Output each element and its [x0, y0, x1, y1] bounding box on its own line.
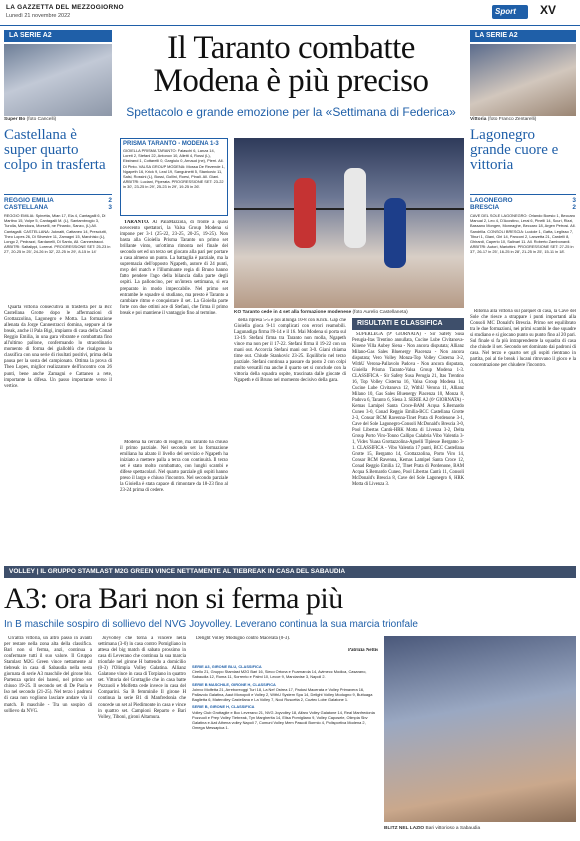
- player-red: [294, 178, 316, 248]
- results-box: [352, 318, 464, 562]
- center-deck: Spettacolo e grande emozione per la «Settimana di Federica»: [126, 105, 456, 119]
- results-title: RISULTATI E CLASSIFICA: [352, 318, 464, 330]
- left-tabellino: REGGIO EMILIA: Spinetta, Mian 17, Ela 4, Cantagalli 6, Di Martino 15, Volpe 5, Cantagalli M. (L), Santambrogio 3, Turolla, Mendoza, Morselli, ne Pinardo, Sanzo, (L) All. Cantagalli. CASTELLANA: Juknaiti, Cattaneo 14, Presciutti, Theo Lopes 26, Di Silvestre 11, Zamagni 15, Marchisio (L), Longo 2, Pedrazzi, Sardanelli, Di Santo, All. Cannestracci. ARBITRI: Saltalippi, Lorenzi. PROGRESSIONE SET: 25-23 in 27', 20-25 in 25', 24-26 in 32', 22-25 in 29', 8-15 in 14': [4, 213, 111, 255]
- match-box: [120, 138, 228, 216]
- center-body-col3: della ripresa 5-5 e poi allunga 10-8 con Krick. Gap che Gioiella gioca 9-11 complicati con errori reamobili. Lagunadiga firma l'8-14 e il 16. Mai Modena si porta sul 13-19. Stefani firma tra Taranto non molla, Ngapeth vince ma non per il 17-22. Stefani firma il 19-22 con un mani out. Accorcia Stefani mani out 3-0. Giani chiama time out. Chiude Stankovic 23-25. Equilibrio nel terzo parziale. Stefani continua a passare da posto 2 con colpi molto versatili ma anche il quarto set si conclude con la vittoria della squadra ospite, trascinata dalle giocate di Ngapeth e di Bruno nel momento decisivo della gara.: [234, 318, 346, 384]
- left-team-row: CASTELLANA 3: [4, 204, 112, 211]
- publication-date: Lunedì 21 novembre 2022: [6, 13, 71, 19]
- right-team-row: BRESCIA 2: [470, 204, 576, 211]
- right-scoreboard: [470, 194, 576, 211]
- left-scoreboard: [4, 194, 112, 211]
- right-section-label: LA SERIE A2: [470, 30, 576, 42]
- right-tabellino: CAVE DEL SOLE LAGONEGRO: Orlando Boesio 1, Beccaro Manual 2, Leo 4, D'Acostino, Lerai 6, Pinelli 14, Scuri, Rizzi, Bassano Mongen, Moneaghe, Beccaro 18, Argen Petrosi. All. Sandrilla. CONSOLI BRESCIA: Luciole 1, Gatta, Leglisso 7, Tiburi 1, Giani, Giri 14, Panconi 2, Lanzetta 21, Cardelli 8, Ghirardi, Caperlo 10, Salinari 11. All. Roberto Zambonardi. ARBITRI: Autori, Mariottini. PROGRESSIONE SET: 27-25 in 37', 26-17 in 25', 16-25 in 28', 21-25 in 25', 15-11 in 18'.: [470, 213, 576, 255]
- right-headline: Lagonegro grande cuore e vittoria: [470, 127, 559, 173]
- right-article: [470, 30, 576, 560]
- bottom-results: SERIE A3, GIRONE BLU, CLASSIFICA Cirello 21, Gruppo Stamlast M2G Bari 16, Sieco Ortona e Fuarnarola 14, Avimecc Modica, Casarano, Sabaudia 12, Roma 11, Sorrento e Palmi 10, Lecce 9, Marcianise 3, Napoli 2. SERIE B MASCHILE, GIRONE H, CLASSIFICA Joinvo Molfetta 21, Arreboreoggi Turi 18, La Nef Ostrea 17, Padosi Macerata e Volley Primavera 16, Pallavolo Galatina, Aaut Monopoli e Volley 2, WithU System Spa 14, Delight Volley Modugno 9, Buttuaga Baglietta 6, Materolley Castellana e La Volley 7, Noci Ruscetta 2, Coztec Lobe Galatone 1. SERIE B, GIRONE H, CLASSIFICA Volley Club Grottaglie e Bcc Leverano 21, NVG Joyvolley 18, Alfaro Volley Galatone 14, Real Manfredonia Pozzuoli e Prep Volley Tiebreak, Tyn Margherita 14, Elisa Pomigliano 9, Volley Caposele, Olimpia Sbv Galatina e Azd Athena volley Napoli 7, Comuni Volley Mem Pascoli Bormio 4, Polisportiva Modena 2, Omega Messapica 1.: [192, 664, 375, 731]
- right-photo: [470, 44, 576, 116]
- match-box-title: PRISMA TARANTO - MODENA 1-3: [123, 141, 219, 147]
- left-team-row: REGGIO EMILIA 2: [4, 197, 112, 204]
- left-section-label: LA SERIE A2: [4, 30, 112, 42]
- center-body-col2: Modena ha cercato di reagire, ma Taranto ha chiuso il primo parziale. Nel secondo set la formazione emiliana ha alzato il livello del servizio e Ngapeth ha iniziato a mettere palla a terra con continuità. Il terzo set è stato molto combattuto, con lunghi scambi e difese spettacolari. Nel quarto parziale gli ospiti hanno preso il largo e chiuso l'incontro. Nel secondo parziale la Gioiella è stata capace di rimontare da 18-23 fino al 23-24 prima di cedere.: [120, 440, 228, 494]
- bottom-topbar: VOLLEY | IL GRUPPO STAMLAST M2G GREEN VINCE NETTAMENTE AL TIEBREAK IN CASA DEL SABAUDIA: [4, 566, 576, 578]
- bottom-deck: In B maschile sospiro di sollievo del NVG Joyvolley. Leverano continua la sua marcia trionfale: [4, 619, 418, 630]
- page-header: [0, 0, 580, 26]
- right-body: Ritorna alla vittoria sul parquet di casa, la Cave del Sole che riesce a strappare i punti importanti alla Consoli MC Donald's Brescia. Primo set equilibrato tra le due formazioni, nei primi scambi le due squadre si studiano e si giocano punto su punto fino al 20 pari. Sul finale si fa più intraprendente la squadra di casa che chiude il set. Secondo set dominato dai padroni di casa. Nel terzo e quarto set gli ospiti rientrano in partita, poi al tie break i lucani ritrovano il gioco e la concentrazione per chiudere l'incontro.: [470, 309, 576, 369]
- page-number: XV: [540, 3, 557, 17]
- bottom-photo-caption: BLITZ NEL LAZIO Bari vittorioso a Sabaudia: [384, 826, 481, 831]
- left-headline: Castellana è super quarto colpo in trasferta: [4, 127, 106, 173]
- left-article: [4, 30, 112, 530]
- bottom-col3-wrap: [192, 636, 378, 834]
- right-photo-caption: Vittoria (foto Franco Zentarelli): [470, 117, 537, 122]
- match-box-text: GIOIELLA PRISMA TARANTO: Falaschi 6, Lanza 14, Loreti 2, Stefani 22, Antonov 10, Alletti 4, Rossi (L), Ekstrand 1, Cottarelli 0, Gargiulo 0, Arnaud (ne), Pierri. All. Di Pinto. VALSA GROUP MODENA: Mossa De Rezende 1, Ngapeth 16, Krick 9, Leal 19, Sanguinetti 5, Stankovic 11, Salsi, Rossini (L), Bossi, Gollini, Roesi, Pinali. All. Giani. ARBITRI: Luciani, Piperata. PROGRESSIONE SET: 23-22 in 30', 23-25 in 29', 25-23 in 29', 19-25 in 26'.: [123, 148, 225, 190]
- player-blue: [384, 198, 406, 268]
- center-headline: Il Taranto combatte Modena è più preciso: [153, 30, 429, 99]
- bottom-col3: Delight Volley Modugno contro Macerata (0-3).: [196, 636, 291, 641]
- bottom-col2: Joyvolley che torna a vincere nella settimana (3-0) in casa contro Pomigliano in attesa del big match di sabato prossimo in casa di Leverano che continua la sua marcia trionfale nel girone H battendo a domicilio (0-3) l'Olimpia Volley Galatina. Allianz Galatone vince in casa di Torpiano in quattro set. Vittoria del Grottaglie che in casa batte Pozzuoli e Molfetta cede invece in casa del Comparini. Sa B femminile Il girone H continua la serie B1 di Manfredonia che concede un set al Piedimonte in casa e vince in quattro set. Campioni Reparto e Bari Volley, Tiboni, gironi Altamura.: [98, 636, 186, 720]
- center-photo-caption: KO Taranto cede in 4 set alla formazione modenese (foto Aurelio Castellaneta): [234, 310, 408, 315]
- sport-badge: Sport: [492, 5, 528, 19]
- results-text: SUPERLEGA (9ª GIORNATA) - Sir Safety Susa Perugia-Itas Trentino annullata, Cucine Lube Civitanova-Kioene Villa Aubey Siena - Non ancora disputata; Allianz Milano-Gas Sales Bluenergy Piacenza - Non ancora disputata; Vero Volley Monza-Top Volley Cisterna 3-2, WithU Verona-Pallavolo Padova - Non ancora disputata, Gioiella Prisma Taranto-Valsa Group Modena 1-3. CLASSIFICA - Sir Safety Susa Perugia 21, Itas Trentino 16, Top Volley Cisterna 16, Valsa Group Modena 14, Cucine Lube Civitanova 12, WithU Verona 11, Allianz Milano 10, Gas Sales Bluenergy Piacenza 10, Monza 8, Padova 6, Taranto 6, Siena 3. SERIE A2 (6ª GIORNATA) - Kemas Lamipel Santa Croce-BAM Acqua S.Bernardo Cuneo 3-0, Conad Reggio Emilia-BCC Castellana Grotte 2-3, Consar RCM Ravenna-Tinet Prata di Pordenone 3-1, Cave del Sole Lagonegro-Consoli McDonald's Brescia 3-0, Pool Libertas Cantù-HRK Motta di Livenza 3-2, Delta Group Porto Viro-Tonno Callipo Calabria Vibo Valentia 3-1, Videx Yuasa Grottazzolina-Agnelli Tipiesse Bergamo 3-1. CLASSIFICA - Vibo Valentia 17 punti, BCC Castellana Grotte 15, Bergamo 14, Grottazzolina, Porto Viro 14, Consar RCM Ravenna, Kemas Lamipel Santa Croce 12, Conad Reggio Emilia 12, Tinet Prata di Pordenone, BAM Acqua S.Bernardo Cuneo, Pool Libertas Cantù 11, Consoli McDonald's Brescia 8, Cave del Sole Lagonegro 6, HRK Motta di Livenza 3.: [352, 332, 464, 487]
- left-photo-caption: Super Bo (foto Cancelli): [4, 117, 57, 122]
- player-white: [344, 168, 366, 248]
- right-team-row: LAGONEGRO 3: [470, 197, 576, 204]
- left-body: Quarta vittoria consecutiva in trasferta per la Bcc Castellana Grotte dopo le affermazioni di Grottazzolina, Lagonegro e Motta. La formazione allenata da Jorge Cannestracci domina, seppure al tie break, anche il Pala Bigi, impianto di casa della Conad Reggio Emilia, in una gara vibrante e combattuta fino all'ultimo pallone, confermando lo straordinario momento di forma dei gialloblù che risalgono la classifica con una serie di risultati positivi, prima della pausa per la sosta del campionato. Ottima la prova di Theo Lopes, miglior realizzatore dell'incontro con 26 punti, bene anche Zamagni e Cattaneo a rete, importante la difesa. Un passo importante verso il vertice.: [4, 305, 112, 389]
- center-photo: [234, 138, 464, 308]
- bottom-headline: A3: ora Bari non si ferma più: [4, 582, 343, 615]
- center-article: [118, 32, 464, 119]
- bottom-photo: [384, 636, 576, 822]
- left-photo: [4, 44, 112, 116]
- publication-name: LA GAZZETTA DEL MEZZOGIORNO: [6, 4, 124, 11]
- bottom-signature: Patrizia Nettis: [347, 648, 378, 653]
- bottom-col1: Un'altra vittoria, un altro passo in avanti per restare nella zona alta della classifica. Bari non si ferma, anzi, continua a confermare tutti il suo valore. Il Gruppo Stamlast M2G Green vince nettamente al tiebreak in casa di Sabaudia nella sesta giornata di serie A3 maschile del girone blu. Partenza sprint dei baresi, nel primo set chiuso 19-25. Il secondo set di De Paola e Iso nel secondo (21-25). Nel terzo i padroni di casa non vogliono lasciare andare via il match. B maschile - Tra un sospiro di sollievo da NVG.: [4, 636, 92, 714]
- center-body-col1: TARANTO. Al PalaMazzola, di fronte a quasi novecento spettatori, la Valsa Group Modena si impone per 3-1 (25-22, 23-25, 20-25, 19-25). Non basta alla Gioiella Prisma Taranto un primo set brillante vinto, un'ottima rimonta nel finale del secondo set ed un terzo set giocato alla pari per portare a casa almeno un punto. La battaglia è parziale, ma la supremazia dell'opposto Ngapeth, autore di 24 punti, mvp del match e l'illuminante regia di Bruno hanno fatto pendere l'ago della bilancia dalla parte degli ospiti. La palloncino, per un'intera settimana, si era preparato in modo impeccabile. Nel primo set entrambe le squadre si studiano, ma presto è Taranto a cambiare ritmo e conquistare il set. La Gioiella parte forte con due ottimi ace di Stefani, che firma il primo break e poi mantiene il vantaggio fino al termine.: [120, 220, 228, 316]
